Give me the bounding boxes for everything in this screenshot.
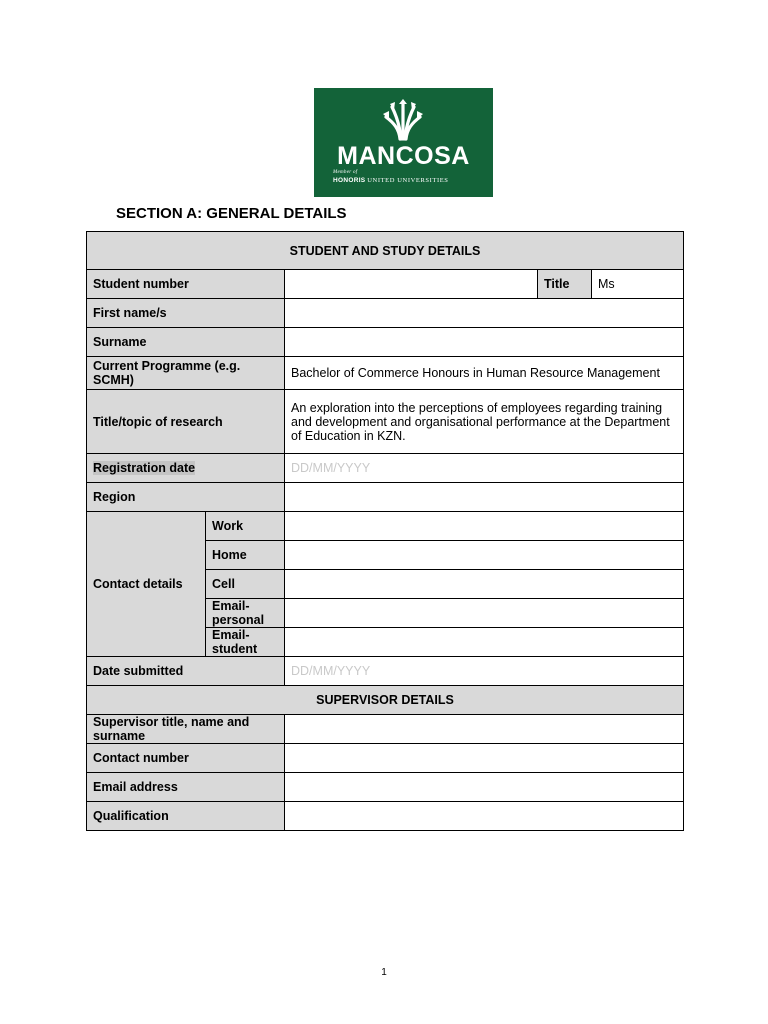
mancosa-tree-icon bbox=[380, 99, 426, 141]
contact-email-student-label: Email-student bbox=[206, 628, 285, 657]
research-topic-label: Title/topic of research bbox=[87, 390, 285, 454]
programme-field[interactable]: Bachelor of Commerce Honours in Human Resource Management bbox=[285, 357, 684, 390]
student-study-details-header: STUDENT AND STUDY DETAILS bbox=[87, 232, 684, 270]
supervisor-name-label: Supervisor title, name and surname bbox=[87, 715, 285, 744]
date-submitted-field[interactable]: DD/MM/YYYY bbox=[285, 657, 684, 686]
mancosa-logo bbox=[314, 88, 493, 197]
first-name-field[interactable] bbox=[285, 299, 684, 328]
contact-email-personal-label: Email-personal bbox=[206, 599, 285, 628]
supervisor-name-field[interactable] bbox=[285, 715, 684, 744]
section-title: SECTION A: GENERAL DETAILS bbox=[116, 205, 347, 222]
logo-honoris-text bbox=[333, 177, 449, 185]
contact-work-label: Work bbox=[206, 512, 285, 541]
logo-member-text: Member of bbox=[333, 170, 358, 175]
logo-united-universities: UNITED UNIVERSITIES bbox=[367, 177, 449, 184]
date-submitted-label: Date submitted bbox=[87, 657, 285, 686]
general-details-table bbox=[86, 231, 684, 831]
surname-field[interactable] bbox=[285, 328, 684, 357]
supervisor-details-header: SUPERVISOR DETAILS bbox=[87, 686, 684, 715]
supervisor-email-field[interactable] bbox=[285, 773, 684, 802]
contact-home-label: Home bbox=[206, 541, 285, 570]
contact-details-label: Contact details bbox=[87, 512, 206, 657]
title-label: Title bbox=[538, 270, 592, 299]
supervisor-contact-label: Contact number bbox=[87, 744, 285, 773]
contact-home-field[interactable] bbox=[285, 541, 684, 570]
registration-date-label-text: Registration date bbox=[93, 461, 196, 475]
surname-label: Surname bbox=[87, 328, 285, 357]
registration-date-label bbox=[87, 454, 285, 483]
research-topic-field[interactable]: An exploration into the perceptions of employees regarding training and development and organisational performance at the Department of Education in KZN. bbox=[285, 390, 684, 454]
logo-honoris: HONORIS bbox=[333, 177, 366, 184]
contact-work-field[interactable] bbox=[285, 512, 684, 541]
student-number-field[interactable] bbox=[285, 270, 538, 299]
contact-email-personal-field[interactable] bbox=[285, 599, 684, 628]
region-label: Region bbox=[87, 483, 285, 512]
title-field[interactable]: Ms bbox=[592, 270, 684, 299]
contact-cell-label: Cell bbox=[206, 570, 285, 599]
contact-email-student-field[interactable] bbox=[285, 628, 684, 657]
registration-date-field[interactable]: DD/MM/YYYY bbox=[285, 454, 684, 483]
supervisor-email-label: Email address bbox=[87, 773, 285, 802]
logo-wordmark: MANCOSA bbox=[337, 142, 470, 170]
supervisor-contact-field[interactable] bbox=[285, 744, 684, 773]
first-name-label: First name/s bbox=[87, 299, 285, 328]
region-field[interactable] bbox=[285, 483, 684, 512]
programme-label: Current Programme (e.g. SCMH) bbox=[87, 357, 285, 390]
contact-cell-field[interactable] bbox=[285, 570, 684, 599]
student-number-label: Student number bbox=[87, 270, 285, 299]
page-number: 1 bbox=[381, 967, 387, 978]
supervisor-qualification-label: Qualification bbox=[87, 802, 285, 831]
supervisor-qualification-field[interactable] bbox=[285, 802, 684, 831]
